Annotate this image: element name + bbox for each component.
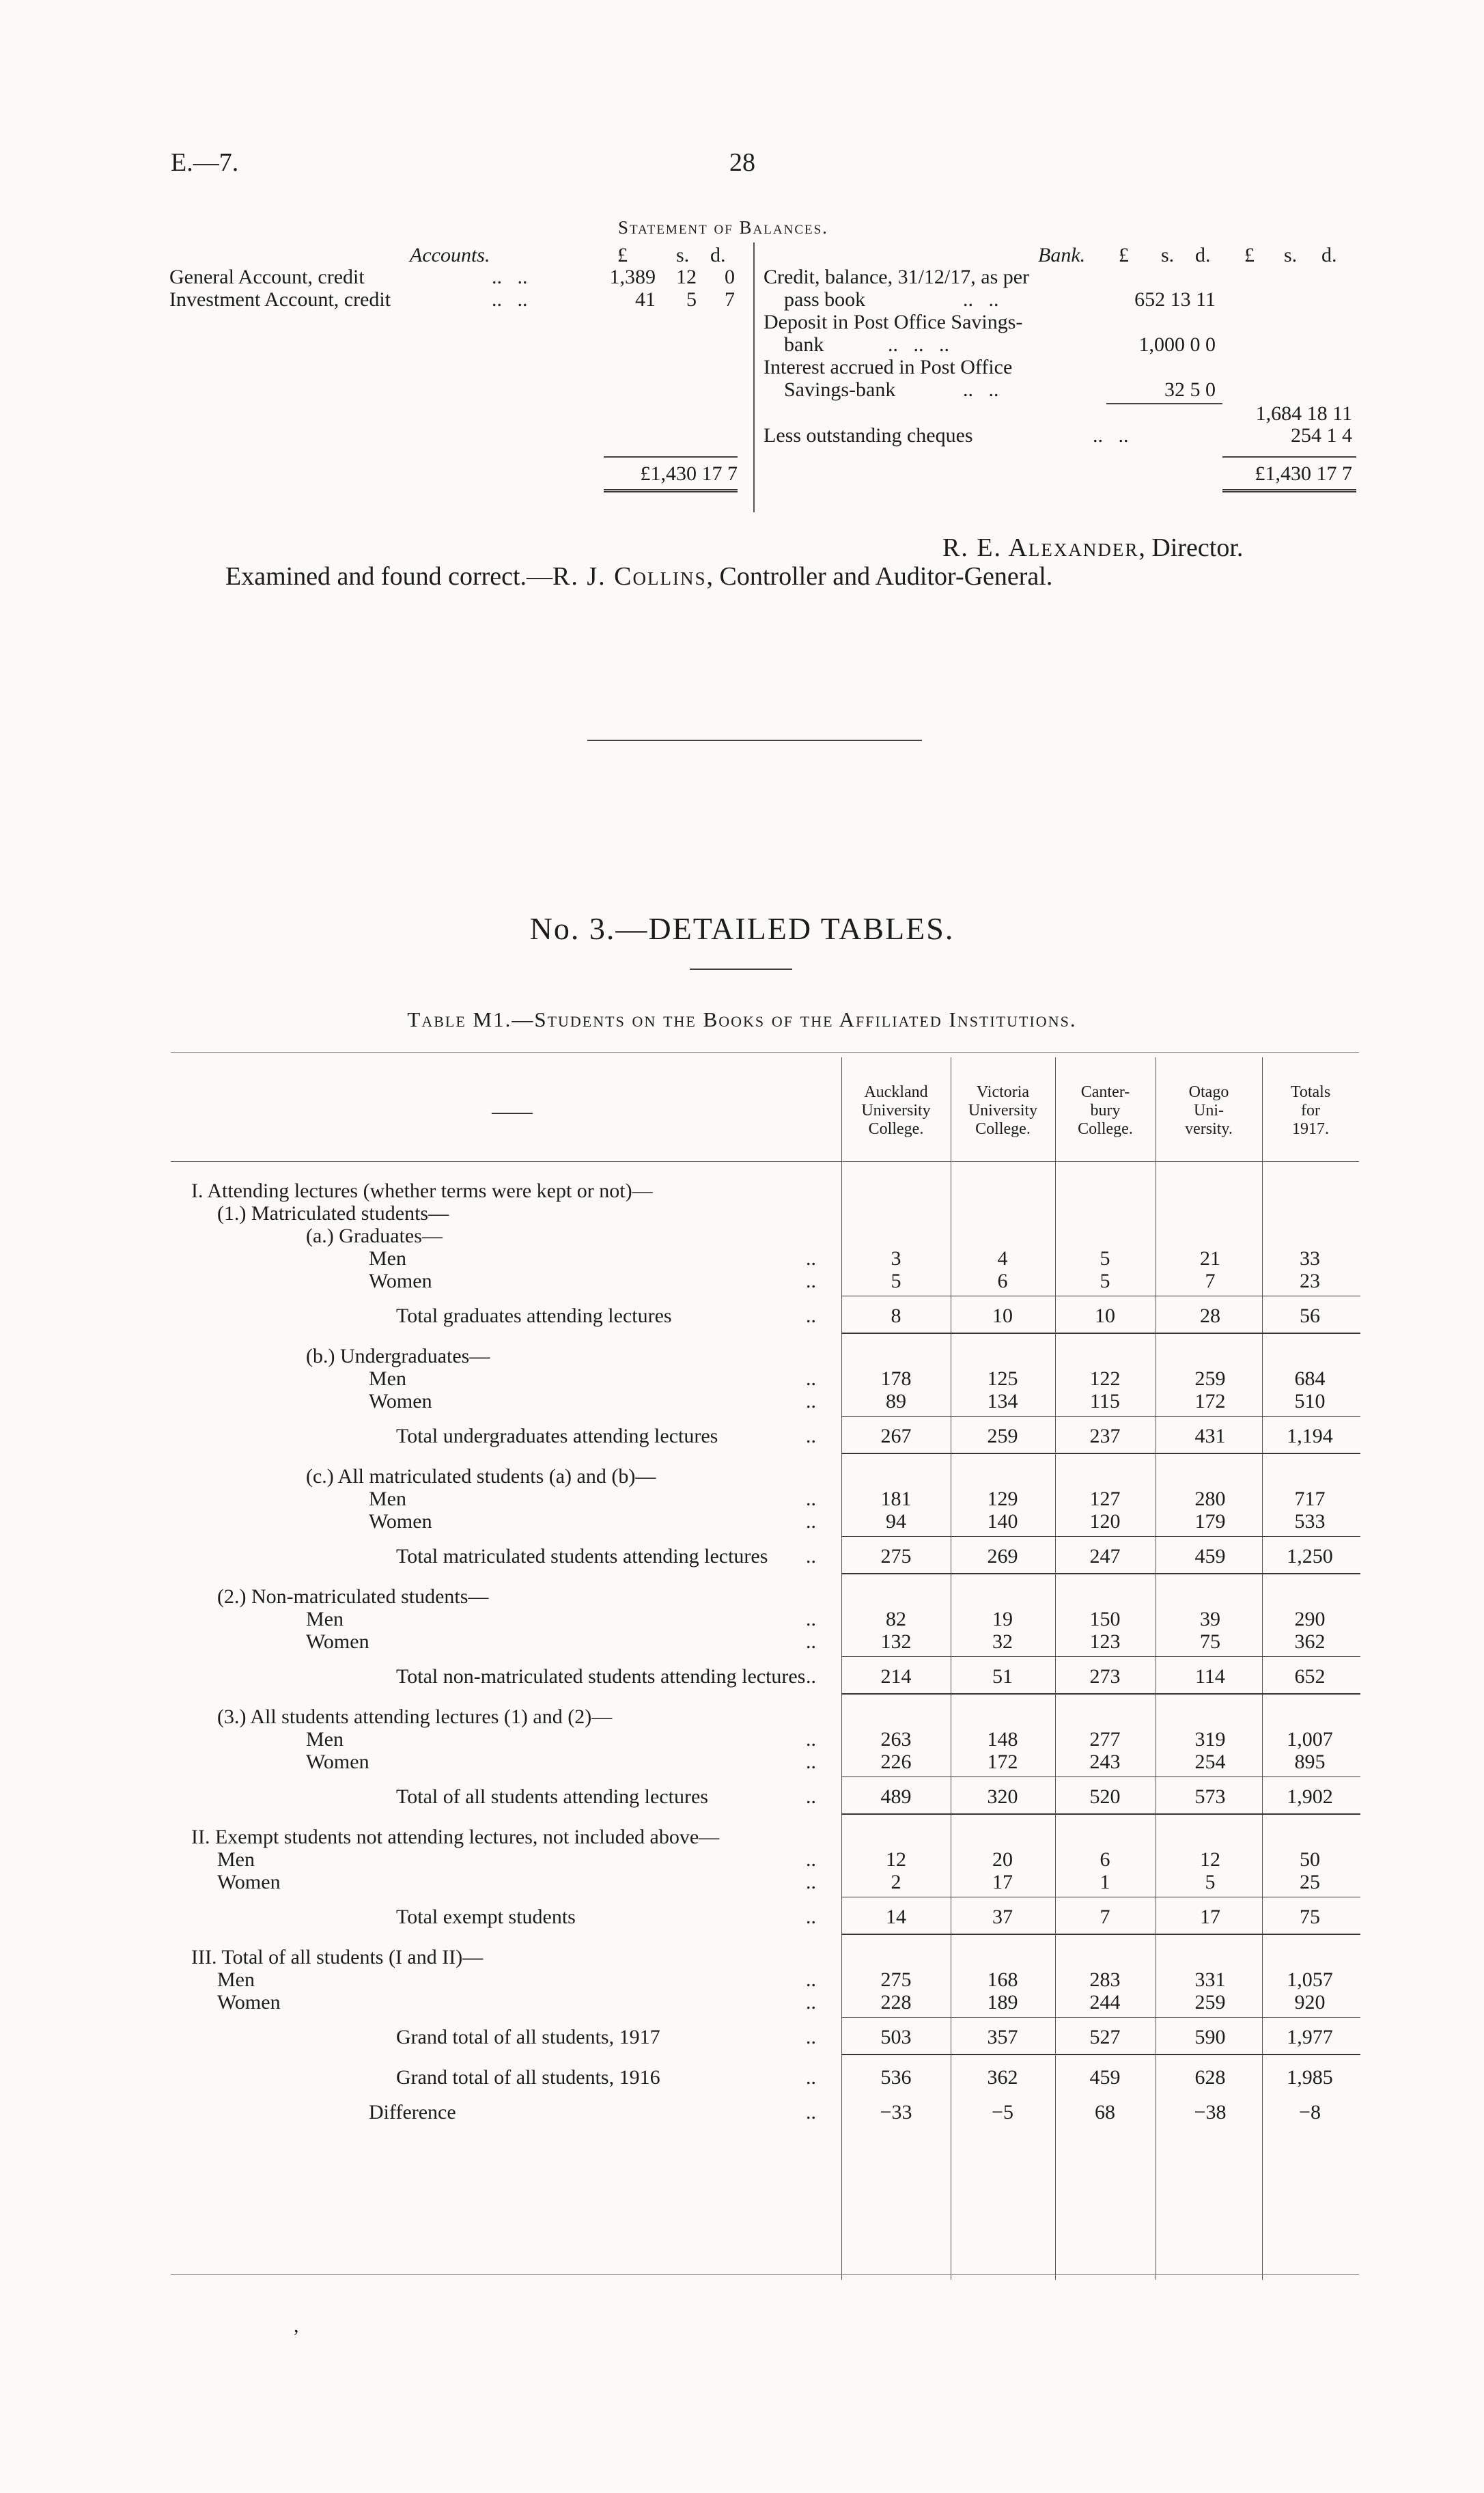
row-label: Women: [306, 1630, 369, 1653]
bank-line: Deposit in Post Office Savings-: [764, 311, 1023, 333]
leader-dots: .. ..: [963, 378, 999, 401]
table-cell: −33: [880, 2101, 912, 2123]
table-cell: 115: [1090, 1390, 1120, 1412]
table-cell: 12: [886, 1848, 906, 1871]
table-cell: 244: [1089, 1991, 1121, 2014]
table-cell: 75: [1200, 1630, 1220, 1653]
column-header-line: for: [1301, 1102, 1320, 1119]
table-cell: 431: [1194, 1425, 1226, 1447]
leader-dots: ..: [806, 1991, 816, 2014]
leader-dots: ..: [806, 1751, 816, 1773]
left-lsd-pence: d.: [710, 244, 726, 266]
table-cell: 527: [1089, 2026, 1121, 2048]
table-cell: 7: [1205, 1270, 1216, 1292]
table-cell: 6: [1100, 1848, 1110, 1871]
table-cell: 920: [1294, 1991, 1326, 2014]
column-rule: [841, 1057, 842, 2280]
table-cell: 259: [1194, 1367, 1226, 1390]
director-role: , Director.: [1138, 533, 1244, 562]
column-header-line: Uni-: [1194, 1102, 1224, 1119]
total-rule-bottom: [841, 1693, 1360, 1695]
bank-value-passbook: 652 13 11: [1134, 288, 1216, 311]
column-header-line: versity.: [1185, 1120, 1233, 1138]
table-cell: 10: [1095, 1305, 1115, 1327]
table-cell: 362: [1294, 1630, 1326, 1653]
row-label: (3.) All students attending lectures (1) and (2)—: [217, 1705, 613, 1728]
table-cell: 17: [992, 1871, 1013, 1893]
leader-dots: ..: [806, 1305, 816, 1327]
examined-prefix: Examined and found correct.—: [225, 562, 553, 591]
table-cell: 1: [1100, 1871, 1110, 1893]
leader-dots: ..: [806, 1608, 816, 1630]
leader-dots: .. ..: [492, 288, 528, 311]
table-cell: 51: [992, 1665, 1013, 1688]
table-cell: −38: [1194, 2101, 1227, 2123]
table-cell: 75: [1300, 1906, 1320, 1928]
leader-dots: ..: [806, 1367, 816, 1390]
table-cell: 148: [987, 1728, 1018, 1751]
leader-dots: ..: [806, 1871, 816, 1893]
bank-value-deposit: 1,000 0 0: [1138, 333, 1216, 356]
column-header-line: Canter-: [1080, 1083, 1130, 1101]
table-cell: 89: [886, 1390, 906, 1412]
director-signature: [942, 533, 1243, 563]
account-label-investment: Investment Account, credit: [169, 288, 391, 311]
table-cell: 652: [1294, 1665, 1326, 1688]
total-row-label: Total matriculated students attending lectures: [396, 1545, 768, 1568]
leader-dots: .. ..: [1093, 424, 1129, 447]
row-label: Women: [369, 1390, 432, 1412]
table-cell: 275: [880, 1545, 912, 1568]
leader-dots: ..: [806, 1785, 816, 1808]
table-cell: 520: [1089, 1785, 1121, 1808]
row-label: Men: [369, 1367, 406, 1390]
table-cell: 280: [1194, 1488, 1226, 1510]
table-cell: 1,194: [1287, 1425, 1333, 1447]
row-label: Men: [217, 1968, 255, 1991]
row-label: Women: [217, 1871, 281, 1893]
table-cell: 12: [1200, 1848, 1220, 1871]
table-cell: 290: [1294, 1608, 1326, 1630]
total-row-label: Total graduates attending lectures: [396, 1305, 672, 1327]
table-cell: 172: [987, 1751, 1018, 1773]
table-cell: 684: [1294, 1367, 1326, 1390]
row-label: Men: [306, 1728, 344, 1751]
leader-dots: ..: [806, 1488, 816, 1510]
account-pence-general: 0: [725, 266, 735, 288]
table-cell: 1,250: [1287, 1545, 1333, 1568]
table-cell: 277: [1089, 1728, 1121, 1751]
row-label: Men: [306, 1608, 344, 1630]
bank-line: Savings-bank: [784, 378, 896, 401]
total-rule-top: [841, 1536, 1360, 1537]
right-total-rule: [1222, 456, 1356, 458]
table-cell: 2: [891, 1871, 901, 1893]
leader-dots: ..: [806, 1848, 816, 1871]
leader-dots: ..: [806, 1545, 816, 1568]
table-cell: 5: [891, 1270, 901, 1292]
column-header-line: Victoria: [976, 1083, 1030, 1101]
left-lsd-shilling: s.: [676, 244, 690, 266]
leader-dots: .. ..: [963, 288, 999, 311]
table-cell: 3: [891, 1247, 901, 1270]
table-cell: 120: [1089, 1510, 1121, 1533]
leader-dots: ..: [806, 1425, 816, 1447]
table-cell: 331: [1194, 1968, 1226, 1991]
total-rule-top: [841, 1656, 1360, 1657]
table-cell: 254: [1194, 1751, 1226, 1773]
table-cell: 20: [992, 1848, 1013, 1871]
right-lsd-shilling-2: s.: [1284, 244, 1298, 266]
table-cell: 1,977: [1287, 2026, 1333, 2048]
table-cell: 283: [1089, 1968, 1121, 1991]
table-cell: 357: [987, 2026, 1018, 2048]
table-cell: 459: [1089, 2066, 1121, 2089]
leader-dots: ..: [806, 1390, 816, 1412]
leader-dots: ..: [806, 1728, 816, 1751]
table-cell: 226: [880, 1751, 912, 1773]
column-header-line: College.: [975, 1120, 1031, 1138]
leader-dots: .. .. ..: [888, 333, 949, 356]
total-rule-bottom: [841, 2054, 1360, 2055]
table-cell: 6: [997, 1270, 1008, 1292]
bank-line: Credit, balance, 31/12/17, as per: [764, 266, 1030, 288]
account-shillings-general: 12: [676, 266, 697, 288]
table-cell: 489: [880, 1785, 912, 1808]
table-cell: 459: [1194, 1545, 1226, 1568]
account-pounds-general: 1,389: [609, 266, 656, 288]
table-cell: 14: [886, 1906, 906, 1928]
leader-dots: ..: [806, 2066, 816, 2089]
total-rule-bottom: [841, 1333, 1360, 1334]
column-header-line: Otago: [1188, 1083, 1229, 1101]
table-cell: 628: [1194, 2066, 1226, 2089]
account-pence-investment: 7: [725, 288, 735, 311]
bank-line: pass book: [784, 288, 866, 311]
column-header-line: College.: [1078, 1120, 1133, 1138]
table-head-rule: [171, 1161, 1359, 1162]
table-cell: 503: [880, 2026, 912, 2048]
table-cell: 19: [992, 1608, 1013, 1630]
right-lsd-pound-1: £: [1119, 244, 1129, 266]
table-cell: 510: [1294, 1390, 1326, 1412]
total-row-label: Total undergraduates attending lectures: [396, 1425, 718, 1447]
table-cell: 247: [1089, 1545, 1121, 1568]
table-cell: 28: [1200, 1305, 1220, 1327]
table-cell: 33: [1300, 1247, 1320, 1270]
leader-dots: ..: [806, 1630, 816, 1653]
leader-dots: ..: [806, 1968, 816, 1991]
table-cell: 536: [880, 2066, 912, 2089]
table-cell: 114: [1195, 1665, 1225, 1688]
table-cell: 243: [1089, 1751, 1121, 1773]
accounts-heading: Accounts.: [410, 244, 490, 266]
row-label: (a.) Graduates—: [306, 1225, 443, 1247]
right-lsd-pound-2: £: [1244, 244, 1255, 266]
column-rule: [1055, 1057, 1056, 2280]
examined-statement: [225, 561, 1052, 591]
account-pounds-investment: 41: [635, 288, 656, 311]
table-cell: 25: [1300, 1871, 1320, 1893]
table-cell: 127: [1089, 1488, 1121, 1510]
table-cell: 129: [987, 1488, 1018, 1510]
table-cell: 273: [1089, 1665, 1121, 1688]
row-label: III. Total of all students (I and II)—: [191, 1946, 484, 1968]
table-cell: 7: [1100, 1906, 1110, 1928]
table-cell: 275: [880, 1968, 912, 1991]
table-cell: 237: [1089, 1425, 1121, 1447]
table-cell: 172: [1194, 1390, 1226, 1412]
director-name: R. E. Alexander: [942, 533, 1139, 562]
table-cell: 140: [987, 1510, 1018, 1533]
table-cell: 717: [1294, 1488, 1326, 1510]
leader-dots: ..: [806, 1270, 816, 1292]
row-label: Women: [369, 1510, 432, 1533]
table-cell: 21: [1200, 1247, 1220, 1270]
table-cell: 125: [987, 1367, 1018, 1390]
left-total-double-rule: [604, 489, 738, 492]
leader-dots: ..: [806, 2026, 816, 2048]
table-bottom-rule: [171, 2274, 1359, 2275]
table-cell: 39: [1200, 1608, 1220, 1630]
section-divider: [587, 740, 922, 741]
total-row-label: Grand total of all students, 1917: [396, 2026, 660, 2048]
table-cell: 122: [1089, 1367, 1121, 1390]
balances-divider: [753, 242, 755, 512]
table-cell: 181: [880, 1488, 912, 1510]
table-cell: 259: [987, 1425, 1018, 1447]
account-label-general: General Account, credit: [169, 266, 365, 288]
ink-mark: ,: [294, 2314, 299, 2337]
table-cell: −5: [992, 2101, 1013, 2123]
table-cell: 5: [1100, 1270, 1110, 1292]
account-shillings-investment: 5: [686, 288, 697, 311]
row-label: Women: [369, 1270, 432, 1292]
leader-dots: ..: [806, 1510, 816, 1533]
table-cell: 179: [1194, 1510, 1226, 1533]
table-cell: 132: [880, 1630, 912, 1653]
section-title: No. 3.—DETAILED TABLES.: [529, 911, 955, 946]
table-cell: 267: [880, 1425, 912, 1447]
table-cell: 56: [1300, 1305, 1320, 1327]
row-label: Men: [217, 1848, 255, 1871]
row-label: Men: [369, 1247, 406, 1270]
column-header-line: Auckland: [864, 1083, 928, 1101]
row-label: (c.) All matriculated students (a) and (b)—: [306, 1465, 656, 1488]
table-cell: 68: [1095, 2101, 1115, 2123]
table-cell: 94: [886, 1510, 906, 1533]
table-cell: 1,007: [1287, 1728, 1333, 1751]
row-label: Grand total of all students, 1916: [396, 2066, 660, 2089]
table-cell: 8: [891, 1305, 901, 1327]
leader-dots: ..: [806, 1906, 816, 1928]
bank-heading: Bank.: [1038, 244, 1086, 266]
bank-line: bank: [784, 333, 824, 356]
left-total: £1,430 17 7: [640, 462, 738, 485]
table-cell: 362: [987, 2066, 1018, 2089]
table-cell: 1,985: [1287, 2066, 1333, 2089]
table-cell: 178: [880, 1367, 912, 1390]
total-rule-bottom: [841, 1453, 1360, 1454]
leader-dots: ..: [806, 1665, 816, 1688]
table-cell: 17: [1200, 1906, 1220, 1928]
table-cell: 134: [987, 1390, 1018, 1412]
table-cell: 263: [880, 1728, 912, 1751]
column-header-line: Totals: [1290, 1083, 1331, 1101]
table-cell: −8: [1299, 2101, 1321, 2123]
column-header-line: College.: [868, 1120, 924, 1138]
table-cell: 320: [987, 1785, 1018, 1808]
total-rule-bottom: [841, 1813, 1360, 1815]
right-total-double-rule: [1222, 489, 1356, 492]
bank-line: Interest accrued in Post Office: [764, 356, 1013, 378]
row-label: Difference: [369, 2101, 456, 2123]
table-cell: 37: [992, 1906, 1013, 1928]
table-cell: 168: [987, 1968, 1018, 1991]
total-rule-top: [841, 2017, 1360, 2018]
column-header-line: bury: [1090, 1102, 1121, 1119]
page-ref: E.—7.: [171, 148, 239, 177]
examined-suffix: , Controller and Auditor-General.: [706, 562, 1053, 591]
table-cell: 269: [987, 1545, 1018, 1568]
row-label: (1.) Matriculated students—: [217, 1202, 449, 1225]
table-cell: 1,057: [1287, 1968, 1333, 1991]
table-title: Table M1.—Students on the Books of the Affiliated Institutions.: [407, 1007, 1077, 1031]
table-cell: 1,902: [1287, 1785, 1333, 1808]
table-cell: 259: [1194, 1991, 1226, 2014]
right-total: £1,430 17 7: [1255, 462, 1352, 485]
table-cell: 5: [1100, 1247, 1110, 1270]
table-cell: 590: [1194, 2026, 1226, 2048]
left-lsd-pound: £: [617, 244, 628, 266]
table-cell: 5: [1205, 1871, 1216, 1893]
row-label: (b.) Undergraduates—: [306, 1345, 490, 1367]
row-label: Men: [369, 1488, 406, 1510]
row-label: I. Attending lectures (whether terms were kept or not)—: [191, 1180, 653, 1202]
right-lsd-pence-2: d.: [1321, 244, 1337, 266]
table-cell: 573: [1194, 1785, 1226, 1808]
column-header-line: 1917.: [1292, 1120, 1329, 1138]
table-cell: 123: [1089, 1630, 1121, 1653]
row-label: Women: [306, 1751, 369, 1773]
table-cell: 228: [880, 1991, 912, 2014]
table-cell: 533: [1294, 1510, 1326, 1533]
row-label: (2.) Non-matriculated students—: [217, 1585, 489, 1608]
section-title-rule: [690, 969, 792, 970]
table-cell: 214: [880, 1665, 912, 1688]
table-cell: 32: [992, 1630, 1013, 1653]
page-number: 28: [729, 148, 755, 177]
bank-line: Less outstanding cheques: [764, 424, 973, 447]
row-label: Women: [217, 1991, 281, 2014]
right-lsd-shilling-1: s.: [1161, 244, 1175, 266]
right-lsd-pence-1: d.: [1195, 244, 1211, 266]
auditor-name: R. J. Collins: [552, 562, 707, 591]
left-total-rule: [604, 456, 738, 458]
table-top-rule: [171, 1052, 1359, 1053]
column-header-line: University: [968, 1102, 1038, 1119]
bank-value-interest: 32 5 0: [1164, 378, 1216, 401]
table-cell: 189: [987, 1991, 1018, 2014]
bank-value-subtotal: 1,684 18 11: [1255, 402, 1352, 425]
table-cell: 50: [1300, 1848, 1320, 1871]
column-header-line: University: [861, 1102, 931, 1119]
balances-title: Statement of Balances.: [618, 217, 828, 238]
total-row-label: Total non-matriculated students attending lectures: [396, 1665, 806, 1688]
leader-dots: ..: [806, 1247, 816, 1270]
bank-value-less: 254 1 4: [1291, 424, 1352, 447]
table-cell: 895: [1294, 1751, 1326, 1773]
total-rule-top: [841, 1416, 1360, 1417]
table-cell: 23: [1300, 1270, 1320, 1292]
leader-dots: .. ..: [492, 266, 528, 288]
total-row-label: Total exempt students: [396, 1906, 576, 1928]
table-corner: ——: [492, 1100, 533, 1123]
table-cell: 150: [1089, 1608, 1121, 1630]
total-row-label: Total of all students attending lectures: [396, 1785, 708, 1808]
total-rule-bottom: [841, 1934, 1360, 1935]
table-cell: 319: [1194, 1728, 1226, 1751]
row-label: II. Exempt students not attending lectures, not included above—: [191, 1826, 720, 1848]
leader-dots: ..: [806, 2101, 816, 2123]
total-rule-bottom: [841, 1573, 1360, 1574]
table-cell: 10: [992, 1305, 1013, 1327]
table-cell: 82: [886, 1608, 906, 1630]
table-cell: 4: [997, 1247, 1008, 1270]
